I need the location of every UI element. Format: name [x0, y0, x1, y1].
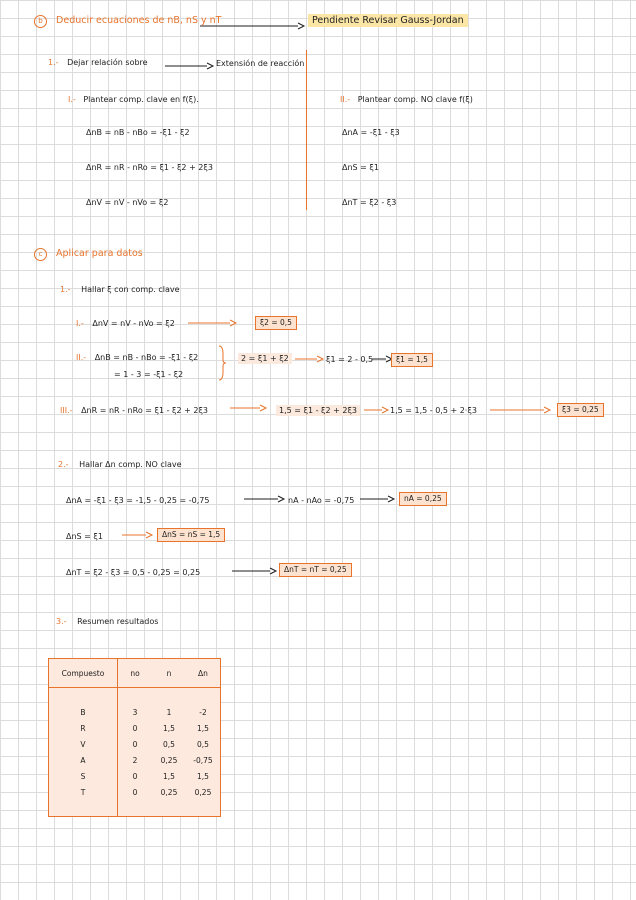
c-iii-equation: ΔnR = nR - nRo = ξ1 - ξ2 + 2ξ3: [81, 406, 209, 415]
table-cell: -2: [199, 707, 207, 717]
c-i-row: [76, 319, 175, 329]
b-left-heading-number: I.-: [68, 95, 76, 104]
c-i-number: I.-: [76, 319, 84, 328]
result-box-xi2: ξ2 = 0,5: [255, 316, 297, 330]
table-cell: R: [49, 720, 118, 736]
table-row: [49, 784, 220, 800]
table-cell: 1,5: [163, 771, 175, 781]
table-cell: 0,5: [163, 739, 175, 749]
c-ii-mid-text: 2 = ξ1 + ξ2: [238, 353, 292, 364]
arrow-icon: [244, 495, 284, 503]
result-box-xi1: ξ1 = 1,5: [391, 353, 433, 367]
c-a-equation: ΔnA = -ξ1 - ξ3 = -1,5 - 0,25 = -0,75: [66, 496, 210, 505]
section-c-title: Aplicar para datos: [56, 248, 143, 259]
b-left-heading: [68, 95, 199, 105]
table-cell: S: [49, 768, 118, 784]
table-cell: 0,25: [160, 787, 178, 797]
section-b-title: Deducir ecuaciones de nB, nS y nT: [56, 15, 222, 26]
table-row: [49, 720, 220, 736]
c-step2-text: Hallar Δn comp. NO clave: [79, 460, 182, 469]
table-row: [49, 704, 220, 720]
arrow-icon: [165, 62, 213, 70]
c-step3-text: Resumen resultados: [77, 617, 159, 626]
arrow-icon: [360, 495, 394, 503]
arrow-icon: [200, 22, 304, 30]
b-right-eq2: ΔnS = ξ1: [342, 163, 379, 172]
b-step1-number: 1.-: [48, 58, 59, 67]
b-left-eq2: ΔnR = nR - nRo = ξ1 - ξ2 + 2ξ3: [86, 163, 213, 172]
table-row: [49, 736, 220, 752]
c-iii-mid-text: 1,5 = ξ1 - ξ2 + 2ξ3: [276, 405, 360, 416]
b-left-eq3: ΔnV = nV - nVo = ξ2: [86, 198, 169, 207]
result-box-nt: ΔnT = nT = 0,25: [279, 563, 352, 577]
pending-note: [308, 16, 468, 26]
c-step2-number: 2.-: [58, 460, 69, 469]
b-right-heading-text: Plantear comp. NO clave f(ξ): [357, 95, 473, 104]
arrow-icon: [230, 404, 266, 412]
b-step1-result: Extensión de reacción: [216, 59, 305, 68]
table-cell: A: [49, 752, 118, 768]
c-step1-text: Hallar ξ con comp. clave: [81, 285, 180, 294]
result-box-xi3: ξ3 = 0,25: [557, 403, 604, 417]
table-cell: 0: [132, 787, 138, 797]
table-cell: 0,25: [160, 755, 178, 765]
c-iii-calc: 1,5 = 1,5 - 0,5 + 2·ξ3: [390, 406, 477, 415]
arrow-icon: [232, 567, 276, 575]
c-ii-equation1: ΔnB = nB - nBo = -ξ1 - ξ2: [94, 353, 199, 362]
table-cell: 0: [132, 771, 138, 781]
c-iii-row: [60, 406, 208, 416]
b-right-eq1: ΔnA = -ξ1 - ξ3: [342, 128, 400, 137]
b-left-eq1: ΔnB = nB - nBo = -ξ1 - ξ2: [86, 128, 190, 137]
arrow-icon: [490, 406, 550, 414]
results-table: [48, 658, 221, 817]
b-step1: [48, 58, 148, 68]
c-iii-mid: [276, 406, 360, 416]
pending-text: Pendiente Revisar Gauss-Jordan: [308, 14, 468, 27]
table-header-row: [49, 659, 220, 688]
table-cell: 1: [166, 707, 172, 717]
table-cell: 2: [132, 755, 138, 765]
table-cell: -0,75: [193, 755, 213, 765]
arrow-icon: [372, 355, 392, 363]
table-header: n: [152, 659, 186, 688]
c-step2: [58, 460, 182, 470]
c-ii-calc: ξ1 = 2 - 0,5: [326, 355, 374, 364]
c-a-mid: nA - nAo = -0,75: [288, 496, 355, 505]
b-right-heading-number: II.-: [340, 95, 351, 104]
table-cell: 0: [132, 723, 138, 733]
result-box-ns: ΔnS = nS = 1,5: [157, 528, 225, 542]
table-cell: B: [49, 704, 118, 720]
table-row: [49, 752, 220, 768]
table-cell: 0: [132, 739, 138, 749]
c-ii-mid: [238, 354, 292, 364]
b-right-heading: [340, 95, 473, 105]
table-cell: 3: [132, 707, 138, 717]
table-cell: 0,5: [197, 739, 209, 749]
c-t-equation: ΔnT = ξ2 - ξ3 = 0,5 - 0,25 = 0,25: [66, 568, 201, 577]
arrow-icon: [295, 355, 323, 363]
c-ii-equation2: = 1 - 3 = -ξ1 - ξ2: [114, 370, 184, 379]
table-row: [49, 768, 220, 784]
table-cell: T: [49, 784, 118, 800]
arrow-icon: [364, 406, 388, 414]
c-step3: [56, 617, 158, 627]
table-header: Δn: [186, 659, 220, 688]
b-left-heading-text: Plantear comp. clave en f(ξ).: [83, 95, 199, 104]
table-cell: 1,5: [197, 723, 209, 733]
b-right-eq3: ΔnT = ξ2 - ξ3: [342, 198, 397, 207]
b-step1-text: Dejar relación sobre: [67, 58, 148, 67]
table-header: Compuesto: [49, 659, 118, 688]
c-iii-number: III.-: [60, 406, 73, 415]
table-cell: V: [49, 736, 118, 752]
column-divider: [306, 50, 307, 210]
table-cell: 0,25: [194, 787, 212, 797]
table-cell: 1,5: [163, 723, 175, 733]
c-i-equation: ΔnV = nV - nVo = ξ2: [92, 319, 175, 328]
table-header: no: [118, 659, 153, 688]
section-c-header: [34, 248, 143, 261]
brace-icon: [218, 345, 226, 381]
c-s-equation: ΔnS = ξ1: [66, 532, 103, 541]
c-ii-number: II.-: [76, 353, 87, 362]
table-cell: 1,5: [197, 771, 209, 781]
c-step1-number: 1.-: [60, 285, 71, 294]
section-b-badge: b: [34, 15, 47, 28]
arrow-icon: [188, 319, 236, 327]
section-c-badge: c: [34, 248, 47, 261]
section-b-header: [34, 15, 221, 28]
c-ii-row: [76, 353, 198, 363]
arrow-icon: [122, 531, 152, 539]
result-box-na: nA = 0,25: [399, 492, 447, 506]
c-step3-number: 3.-: [56, 617, 67, 626]
c-step1: [60, 285, 180, 295]
